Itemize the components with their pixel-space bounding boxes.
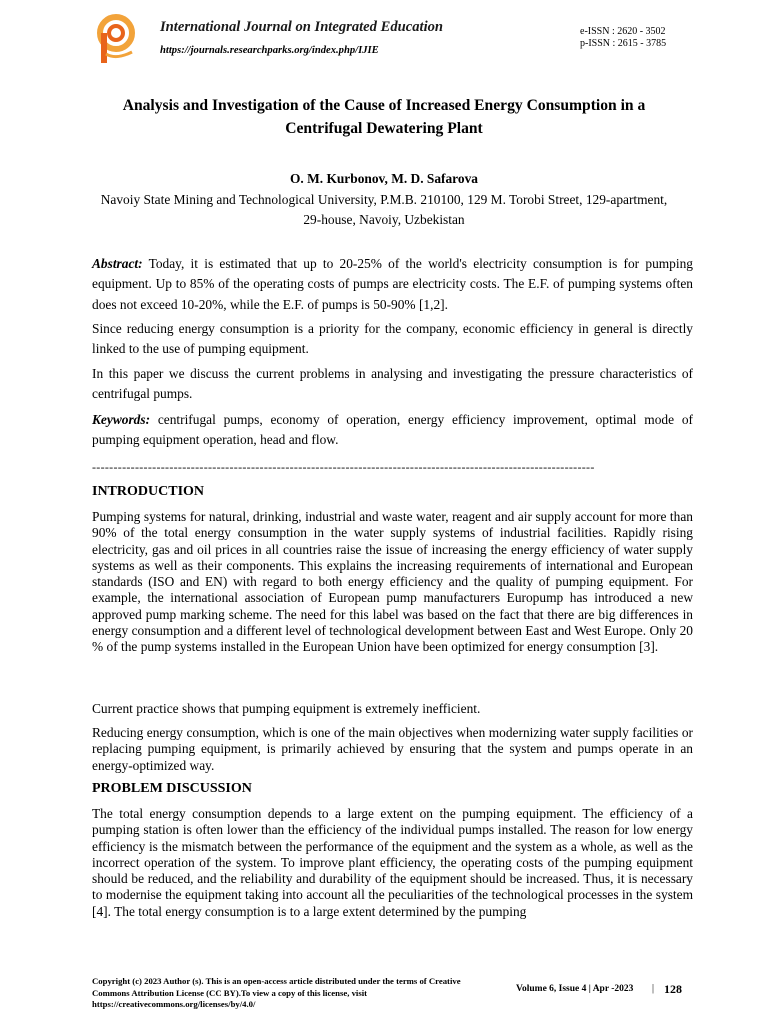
abstract-label: Abstract:	[92, 256, 143, 271]
volume-issue: Volume 6, Issue 4 | Apr -2023	[516, 984, 634, 994]
journal-name: International Journal on Integrated Education	[160, 19, 444, 35]
copyright-notice: Copyright (c) 2023 Author (s). This is an open-access article distributed under the terms of Creative Commons Attribution License (CC BY).To view a copy of this license, visit https://creativecommons.org/licenses/by/4.0/	[92, 976, 461, 1009]
introduction-paragraph-1: Pumping systems for natural, drinking, industrial and waste water, reagent and air supply account for more than 90% of the total energy consumption in the water supply systems of industrial facilities. Rapidly rising electricity, gas and oil prices in all countries raise the issue of increasing the energy efficiency of water supply systems as well as their components. This explains the increasing requirements of international and European standards (ISO and EN) with regard to both energy efficiency and the quality of pumping equipment. For example, the international association of European pump manufacturers Europump has introduced a new approved pump marking scheme. The need for this label was based on the fact that there are big differences in energy consumption and a different level of technological development between East and West Europe. Only 20 % of the pump systems installed in the European Union have been optimized for energy consumption [3].	[92, 509, 693, 655]
introduction-paragraph-2: Current practice shows that pumping equipment is extremely inefficient.	[92, 701, 481, 716]
eissn: e-ISSN : 2620 - 3502	[580, 26, 666, 37]
footer-separator: |	[652, 983, 655, 994]
journal-url[interactable]: https://journals.researchparks.org/index.php/IJIE	[160, 45, 379, 56]
introduction-heading: INTRODUCTION	[92, 484, 205, 499]
keywords	[92, 410, 693, 451]
introduction-paragraph-3: Reducing energy consumption, which is one of the main objectives when modernizing water supply facilities or replacing pumping equipment, is primarily achieved by ensuring that the system and pumps operate in an energy-optimized way.	[92, 725, 693, 773]
issn-block	[580, 26, 666, 50]
abstract-text: Today, it is estimated that up to 20-25% of the world's electricity consumption is for pumping equipment. Up to 85% of the operating costs of pumps are electricity costs. The E.F. of pumping systems often does not exceed 10-20%, while the E.F. of pumps is 50-90% [1,2].	[92, 256, 693, 312]
keywords-label: Keywords:	[92, 412, 151, 427]
section-divider: ---------------------------------------------------------------------------------------------------------------------	[92, 460, 595, 474]
affiliation: Navoiy State Mining and Technological University, P.M.B. 210100, 129 M. Torobi Street, 129-apartment, 29-house, Navoiy, Uzbekistan	[100, 192, 668, 227]
journal-logo	[96, 14, 136, 66]
abstract-paragraph-3: In this paper we discuss the current problems in analysing and investigating the pressure characteristics of centrifugal pumps.	[92, 366, 693, 402]
abstract-paragraph-2: Since reducing energy consumption is a priority for the company, economic efficiency in general is directly linked to the use of pumping equipment.	[92, 321, 693, 357]
page-number: 128	[664, 982, 682, 996]
problem-paragraph-1: The total energy consumption depends to a large extent on the pumping equipment. The efficiency of a pumping station is often lower than the efficiency of the individual pumps installed. The reason for low energy efficiency is the mismatch between the performance of the equipment and the system as a whole, as well as the incorrect operation of the system. To improve plant efficiency, the operating costs of the pumping equipment should be reduced, and the reliability and durability of the equipment should be increased. Thus, it is necessary to modernise the equipment taking into account all the peculiarities of the technological processes in the system [4]. The total energy consumption is to a large extent determined by the pumping	[92, 806, 693, 919]
pissn: p-ISSN : 2615 - 3785	[580, 38, 667, 49]
abstract	[92, 254, 693, 315]
authors: O. M. Kurbonov, M. D. Safarova	[290, 171, 478, 186]
paper-title: Analysis and Investigation of the Cause of Increased Energy Consumption in a Centrifugal Dewatering Plant	[122, 97, 646, 137]
keywords-text: centrifugal pumps, economy of operation, energy efficiency improvement, optimal mode of pumping equipment operation, head and flow.	[92, 412, 693, 448]
problem-heading: PROBLEM DISCUSSION	[92, 781, 252, 796]
